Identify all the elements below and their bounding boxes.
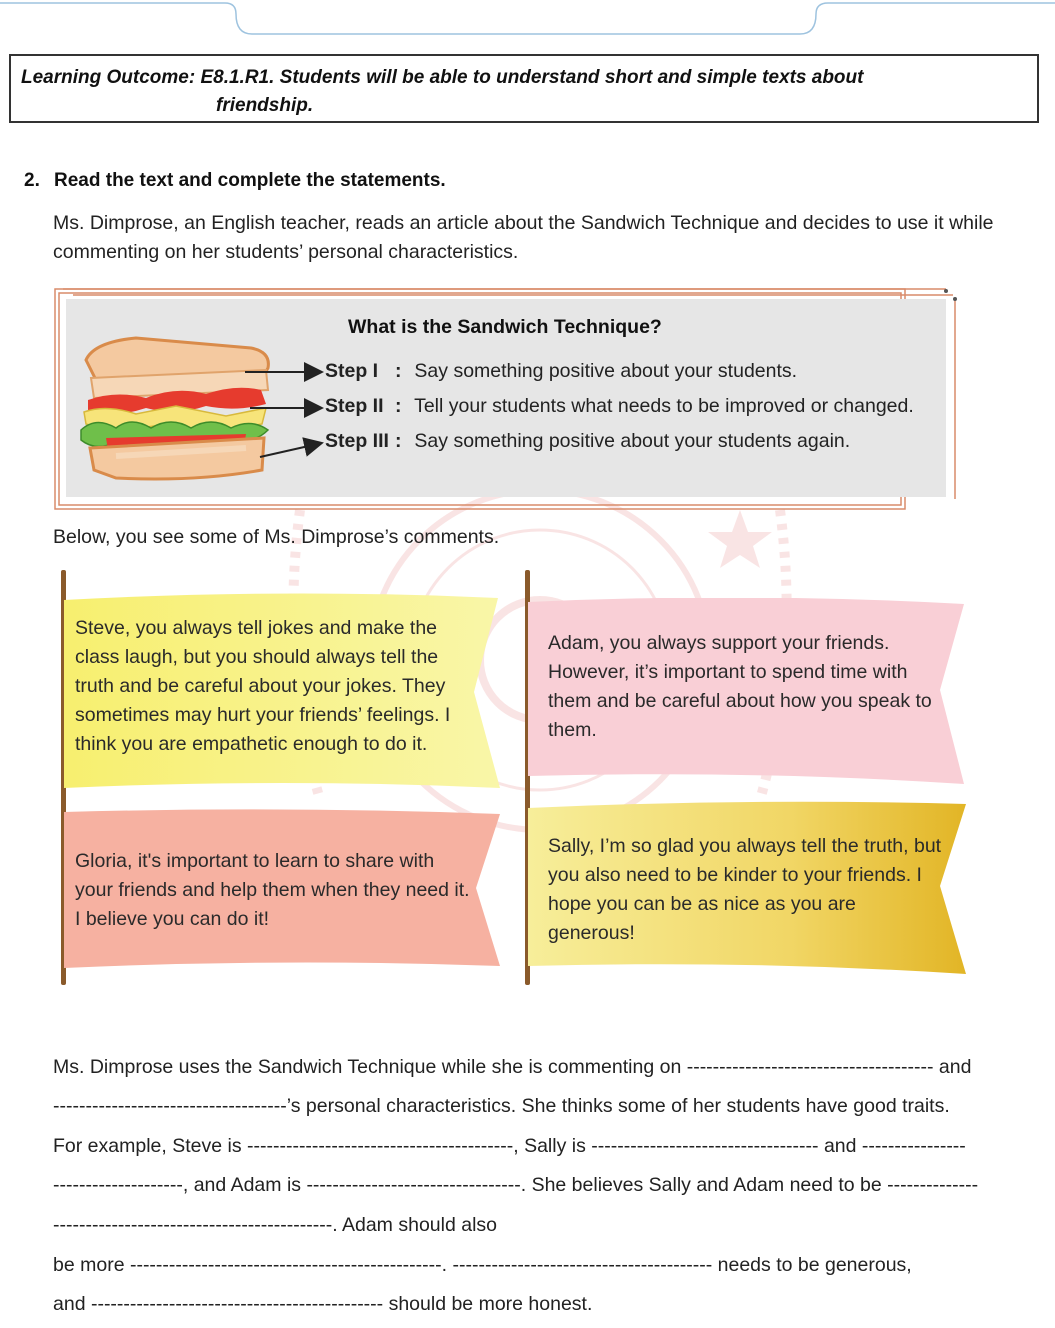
step-1-text: Say something positive about your students. <box>414 360 798 382</box>
step-3-text: Say something positive about your students again. <box>414 430 851 452</box>
comment-gloria-text: Gloria, it's important to learn to share with your friends and help them when they need it. I believe you can do it! <box>75 850 470 930</box>
comments-intro: Below, you see some of Ms. Dimprose’s comments. <box>53 526 500 548</box>
fill-in-line-1: Ms. Dimprose uses the Sandwich Technique while she is commenting on -------------------------------------- and <box>53 1056 972 1078</box>
comment-flag-sally <box>528 800 968 976</box>
fill-in-line-7: and --------------------------------------------- should be more honest. <box>53 1293 593 1315</box>
step-1-label: Step I <box>325 360 379 382</box>
step-colon: : <box>395 360 402 382</box>
intro-paragraph: Ms. Dimprose, an English teacher, reads an article about the Sandwich Technique and decides to use it while commenting on her students’ personal characteristics. <box>53 212 994 263</box>
comment-flag-gloria <box>64 808 504 970</box>
top-tab-decoration <box>0 0 1055 40</box>
technique-title: What is the Sandwich Technique? <box>348 316 662 338</box>
step-2-text: Tell your students what needs to be improved or changed. <box>414 395 914 417</box>
step-3-label: Step III <box>325 430 389 452</box>
comment-flag-steve <box>64 592 504 792</box>
learning-outcome-text-cont: friendship. <box>216 95 314 116</box>
fill-in-line-4: --------------------, and Adam is ---------------------------------. She believes Sally and Adam need to be -------------- <box>53 1174 979 1196</box>
fill-in-line-2: ------------------------------------’s personal characteristics. She thinks some of her students have good traits. <box>53 1095 950 1117</box>
learning-outcome-text: Learning Outcome: E8.1.R1. Students will be able to understand short and simple texts about <box>21 67 864 88</box>
fill-in-line-5: -------------------------------------------. Adam should also <box>53 1214 497 1236</box>
step-colon: : <box>395 395 402 417</box>
comment-steve-text: Steve, you always tell jokes and make the class laugh, but you should always tell the truth and be careful about your jokes. They sometimes may hurt your friends’ feelings. I think you are empathetic enough to do it. <box>75 617 451 755</box>
comment-sally-text: Sally, I’m so glad you always tell the truth, but you also need to be kinder to your friends. I hope you can be as nice as you are generous! <box>548 835 942 944</box>
step-2 <box>325 395 914 418</box>
question-number: 2. <box>24 170 40 191</box>
comment-adam-text: Adam, you always support your friends. However, it’s important to spend time with them and be careful about how you speak to them. <box>548 632 932 741</box>
question-heading <box>24 170 446 192</box>
step-2-label: Step II <box>325 395 384 417</box>
question-instruction: Read the text and complete the statements. <box>54 170 446 191</box>
step-1 <box>325 360 797 383</box>
step-3 <box>325 430 850 453</box>
step-colon: : <box>395 430 402 452</box>
fill-in-line-6: be more ------------------------------------------------. ---------------------------------------- needs to be generous, <box>53 1254 912 1276</box>
comment-flag-adam <box>528 598 968 788</box>
learning-outcome-box <box>9 54 1039 123</box>
fill-in-line-3: For example, Steve is -----------------------------------------, Sally is ----------------------------------- and ---------------- <box>53 1135 966 1157</box>
